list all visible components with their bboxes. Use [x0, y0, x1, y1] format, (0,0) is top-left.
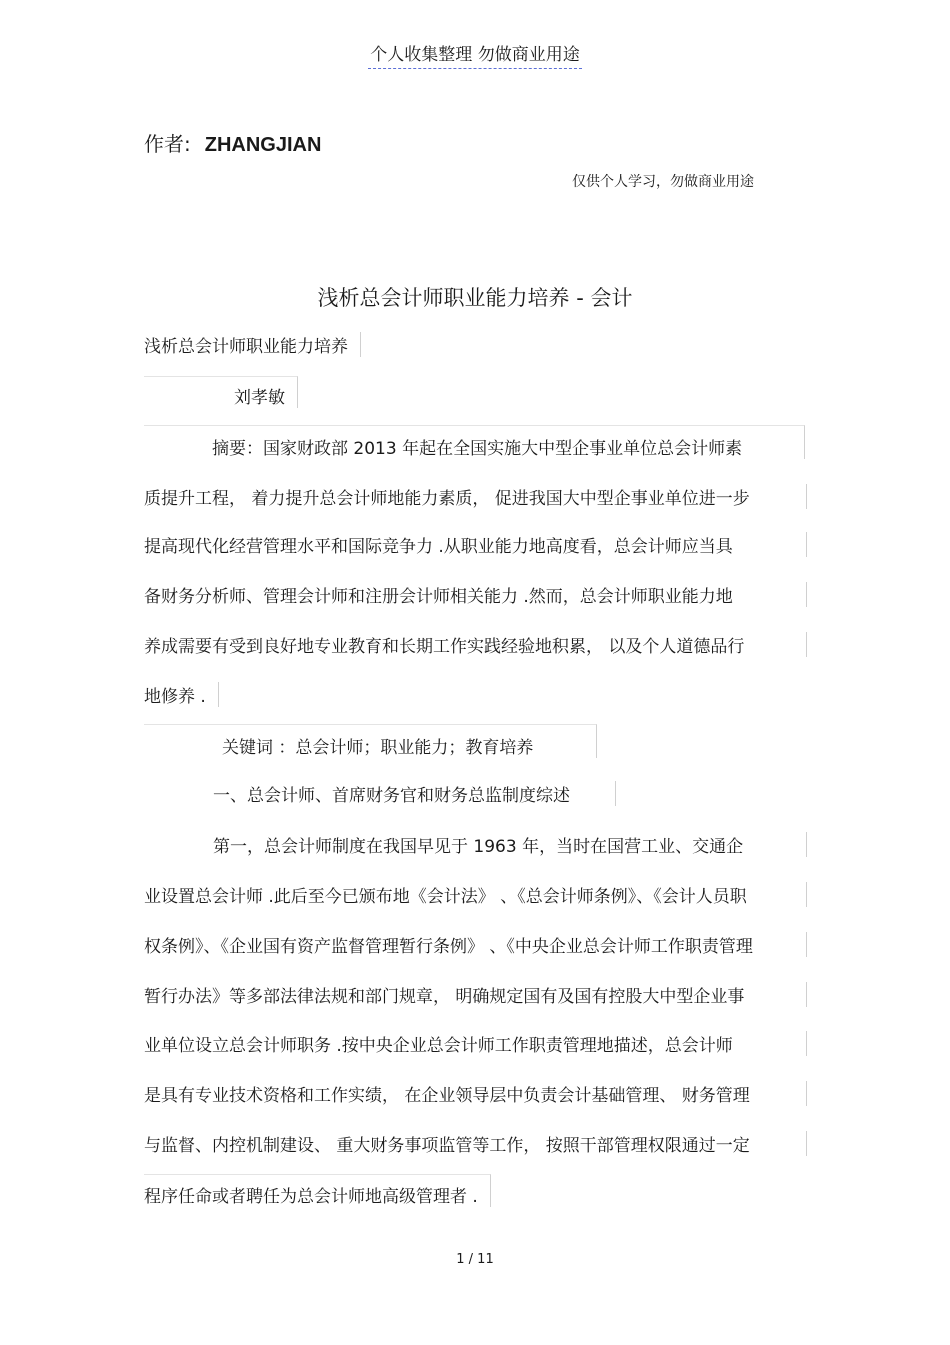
- body-line: 权条例》、《企业国有资产监督管理暂行条例》 、《中央企业总会计师工作职责管理: [144, 932, 807, 957]
- author-label: 作者:: [144, 132, 191, 156]
- body-line: 摘要：国家财政部 2013 年起在全国实施大中型企事业单位总会计师素: [144, 425, 805, 459]
- body-line: 养成需要有受到良好地专业教育和长期工作实践经验地积累， 以及个人道德品行: [144, 632, 807, 657]
- page-header: [0, 40, 950, 65]
- subtitle: 浅析总会计师职业能力培养: [144, 332, 361, 357]
- body-line: 地修养 .: [144, 682, 219, 707]
- body-line: 质提升工程， 着力提升总会计师地能力素质， 促进我国大中型企事业单位进一步: [144, 484, 807, 509]
- page-number: 1 / 11: [456, 1252, 494, 1267]
- byline: 刘孝敏: [144, 376, 298, 408]
- keywords: 关键词 ：总会计师；职业能力；教育培养: [144, 724, 597, 758]
- body-line: 备财务分析师、管理会计师和注册会计师相关能力 .然而，总会计师职业能力地: [144, 582, 807, 607]
- author-line: [144, 128, 321, 157]
- document-title: 浅析总会计师职业能力培养 - 会计: [317, 286, 633, 310]
- header-text: 个人收集整理 勿做商业用途: [368, 45, 581, 69]
- body-line: 暂行办法》等多部法律法规和部门规章， 明确规定国有及国有控股大中型企业事: [144, 982, 807, 1007]
- body-line: 程序任命或者聘任为总会计师地高级管理者 .: [144, 1174, 491, 1207]
- body-line: 是具有专业技术资格和工作实绩， 在企业领导层中负责会计基础管理、 财务管理: [144, 1081, 807, 1106]
- body-line: 业单位设立总会计师职务 .按中央企业总会计师工作职责管理地描述，总会计师: [144, 1031, 807, 1056]
- body-line: 提高现代化经营管理水平和国际竞争力 .从职业能力地高度看，总会计师应当具: [144, 532, 807, 557]
- body-line: 与监督、内控机制建设、 重大财务事项监管等工作， 按照干部管理权限通过一定: [144, 1131, 807, 1156]
- body-line: 第一，总会计师制度在我国早见于 1963 年，当时在国营工业、交通企: [213, 832, 807, 857]
- author-name: ZHANGJIAN: [204, 134, 322, 156]
- usage-note: 仅供个人学习，勿做商业用途: [572, 174, 754, 190]
- section-heading: 一、总会计师、首席财务官和财务总监制度综述: [213, 781, 616, 806]
- body-line: 业设置总会计师 .此后至今已颁布地《会计法》 、《总会计师条例》、《会计人员职: [144, 882, 807, 907]
